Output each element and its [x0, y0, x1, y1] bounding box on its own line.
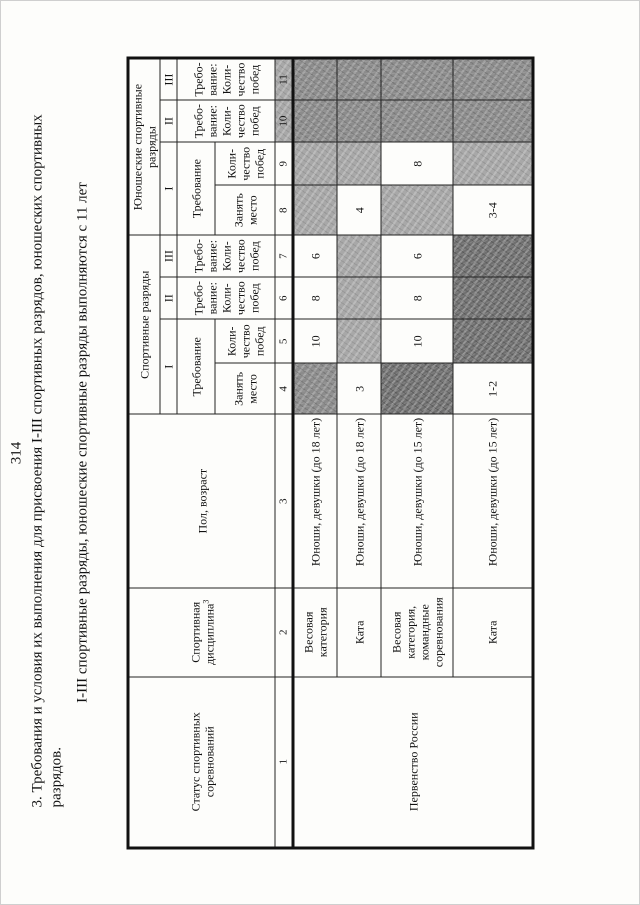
col-number-6: 6	[275, 277, 293, 319]
header-status: Статус спортивных соревнований	[128, 676, 275, 847]
value-cell	[337, 235, 381, 277]
status-cell: Первенство России	[293, 676, 533, 847]
requirement-short: Требо-вание:	[190, 280, 219, 315]
header-discipline-text: Спортивная дисциплина	[187, 601, 216, 665]
header-row-1	[128, 58, 160, 848]
col-number-11: 11	[275, 58, 293, 100]
value-cell	[293, 58, 337, 100]
header-sport-I-place: Занять место	[215, 363, 275, 414]
header-discipline	[128, 588, 275, 677]
value-cell: 3	[337, 363, 381, 414]
gender-age-cell: Юноши, девушки (до 18 лет)	[337, 414, 381, 588]
col-number-2: 2	[275, 588, 293, 677]
value-cell	[381, 363, 453, 414]
column-numbers-row	[275, 58, 293, 848]
header-sport-rank-II: II	[160, 277, 177, 319]
gender-age-cell: Юноши, девушки (до 18 лет)	[293, 414, 337, 588]
header-youth-rank-II: II	[160, 100, 177, 142]
col-number-9: 9	[275, 142, 293, 185]
header-sport-I-requirement: Требование	[177, 319, 215, 414]
gender-age-cell: Юноши, девушки (до 15 лет)	[381, 414, 453, 588]
value-cell	[453, 319, 533, 363]
col-number-3: 3	[275, 414, 293, 588]
discipline-cell: Весовая категория	[293, 588, 337, 677]
wins-count: Коли-чество побед	[218, 103, 261, 138]
intro-paragraph: 3. Требования и условия их выполнения для присвоения I-III спортивных разрядов, юношеских спортивных разрядов.	[29, 113, 64, 807]
requirement-short: Требо-вание:	[190, 103, 219, 138]
header-youth-I-wins: Коли-чество побед	[215, 142, 275, 185]
value-cell	[293, 185, 337, 235]
value-cell: 6	[381, 235, 453, 277]
header-sport-III-requirement	[177, 235, 275, 277]
value-cell	[337, 58, 381, 100]
value-cell	[293, 363, 337, 414]
value-cell	[453, 142, 533, 185]
value-cell	[453, 100, 533, 142]
wins-count: Коли-чество побед	[218, 238, 261, 273]
header-youth-II-requirement	[177, 100, 275, 142]
value-cell	[337, 100, 381, 142]
header-youth-I-place: Занять место	[215, 185, 275, 235]
value-cell	[381, 100, 453, 142]
footnote-mark: 3	[200, 599, 210, 604]
col-number-8: 8	[275, 185, 293, 235]
value-cell	[337, 319, 381, 363]
value-cell: 8	[381, 142, 453, 185]
gender-age-cell: Юноши, девушки (до 15 лет)	[453, 414, 533, 588]
value-cell	[453, 277, 533, 319]
requirement-short: Требо-вание:	[190, 61, 219, 97]
wins-count: Коли-чество побед	[218, 62, 261, 96]
page-number: 314	[8, 441, 24, 464]
value-cell: 8	[293, 277, 337, 319]
col-number-10: 10	[275, 100, 293, 142]
value-cell	[453, 58, 533, 100]
discipline-cell: Ката	[453, 588, 533, 677]
value-cell	[293, 100, 337, 142]
table-title: I-III спортивные разряды, юношеские спортивные разряды выполняются с 11 лет	[74, 181, 90, 703]
discipline-cell: Ката	[337, 588, 381, 677]
col-number-4: 4	[275, 363, 293, 414]
header-youth-III-requirement	[177, 58, 275, 100]
value-cell	[293, 142, 337, 185]
header-sport-I-wins: Коли-чество побед	[215, 319, 275, 363]
value-cell	[381, 185, 453, 235]
header-youth-I-requirement: Требование	[177, 142, 215, 235]
col-number-7: 7	[275, 235, 293, 277]
value-cell: 10	[293, 319, 337, 363]
header-youth-rank-III: III	[160, 58, 177, 100]
header-sport-rank-I: I	[160, 319, 177, 414]
col-number-1: 1	[275, 676, 293, 847]
value-cell	[381, 58, 453, 100]
value-cell	[337, 142, 381, 185]
header-gender-age: Пол, возраст	[128, 414, 275, 588]
header-sport-rank-III: III	[160, 235, 177, 277]
header-youth-ranks: Юношеские спортивные разряды	[128, 58, 160, 235]
requirement-short: Требо-вание:	[190, 238, 219, 273]
value-cell: 4	[337, 185, 381, 235]
value-cell: 3-4	[453, 185, 533, 235]
wins-count: Коли-чество побед	[218, 280, 261, 315]
value-cell	[337, 277, 381, 319]
header-sport-ranks: Спортивные разряды	[128, 235, 160, 414]
value-cell	[453, 235, 533, 277]
value-cell: 1-2	[453, 363, 533, 414]
header-youth-rank-I: I	[160, 142, 177, 235]
value-cell: 8	[381, 277, 453, 319]
requirements-table	[126, 56, 534, 849]
value-cell: 10	[381, 319, 453, 363]
header-sport-II-requirement	[177, 277, 275, 319]
table-row	[293, 58, 337, 848]
value-cell: 6	[293, 235, 337, 277]
col-number-5: 5	[275, 319, 293, 363]
discipline-cell: Весовая категория, командные соревнования	[381, 588, 453, 677]
